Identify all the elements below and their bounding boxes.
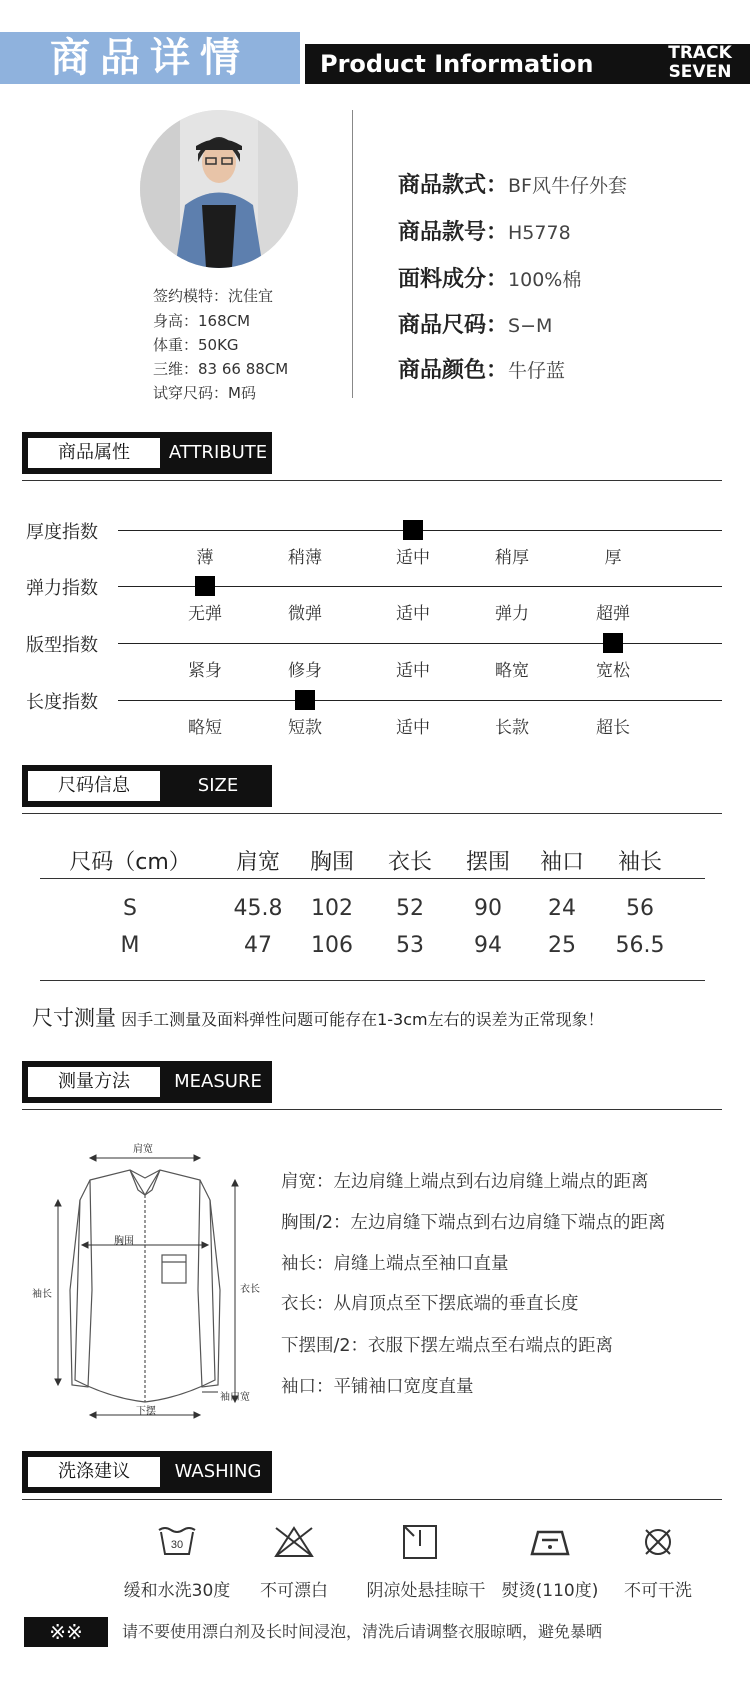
- size-table-cell: 47: [244, 933, 272, 958]
- attribute-label: 长度指数: [26, 692, 98, 713]
- wash-label: 不可干洗: [624, 1581, 692, 1601]
- size-table-header: 肩宽: [235, 850, 280, 875]
- section-rule: [22, 813, 722, 814]
- vertical-divider: [352, 110, 353, 398]
- attribute-option: 无弹: [188, 604, 222, 624]
- diagram-label-hem: 下摆: [136, 1406, 156, 1417]
- attribute-option: 适中: [396, 604, 430, 624]
- attribute-option: 长款: [495, 718, 529, 738]
- model-weight: 体重：50KG: [153, 336, 239, 354]
- attribute-marker: [195, 576, 215, 596]
- wash-label: 缓和水洗30度: [123, 1581, 231, 1601]
- size-table-cell: S: [123, 896, 137, 921]
- size-table-cell: 45.8: [233, 896, 283, 921]
- size-table-header: 衣长: [387, 850, 432, 875]
- model-name: 签约模特：沈佳宜: [153, 287, 274, 305]
- measure-desc-length: 衣长：从肩顶点至下摆底端的垂直长度: [281, 1294, 579, 1314]
- hand-wash-30-icon: [155, 1520, 199, 1564]
- size-table-header: 尺码（cm）: [69, 850, 191, 875]
- size-table-cell: 56.5: [615, 933, 665, 958]
- model-size: 试穿尺码：M码: [153, 384, 256, 402]
- model-height: 身高：168CM: [153, 312, 251, 330]
- attribute-option: 超长: [596, 718, 630, 738]
- spec-size: 商品尺码：S−M: [398, 313, 553, 338]
- attribute-option: 超弹: [596, 604, 630, 624]
- measure-desc-cuff: 袖口：平铺袖口宽度直量: [281, 1377, 474, 1397]
- attribute-option: 紧身: [188, 661, 222, 681]
- diagram-label-sleeve: 袖长: [32, 1289, 52, 1300]
- size-table-header-rule: [40, 878, 705, 879]
- attribute-option: 稍厚: [495, 548, 529, 568]
- diagram-label-length: 衣长: [240, 1284, 260, 1295]
- attribute-option: 宽松: [596, 661, 630, 681]
- spec-fabric: 面料成分：100%棉: [398, 267, 582, 292]
- size-table-header: 摆围: [465, 850, 510, 875]
- size-table-cell: M: [120, 933, 140, 958]
- spec-style: 商品款式：BF风牛仔外套: [398, 173, 627, 198]
- measure-desc-hem: 下摆围/2：衣服下摆左端点至右端点的距离: [281, 1336, 614, 1356]
- model-measurements: 三维：83 66 88CM: [153, 360, 289, 378]
- section-tab-size: 尺码信息 SIZE: [22, 765, 272, 807]
- diagram-label-cuff: 袖口宽: [220, 1392, 250, 1403]
- section-tab-measure: 测量方法 MEASURE: [22, 1061, 272, 1103]
- measure-note: 尺寸测量 因手工测量及面料弹性问题可能存在1-3cm左右的误差为正常现象！: [32, 1006, 604, 1030]
- attribute-option: 略短: [188, 718, 222, 738]
- size-table-cell: 24: [548, 896, 576, 921]
- attribute-marker: [295, 690, 315, 710]
- wash-label: 不可漂白: [260, 1581, 328, 1601]
- attribute-option: 厚: [604, 548, 622, 568]
- attribute-scale-line: [118, 643, 722, 644]
- wash-note-text: 请不要使用漂白剂及长时间浸泡，清洗后请调整衣服晾晒，避免暴晒: [122, 1622, 603, 1641]
- measure-desc-shoulder: 肩宽：左边肩缝上端点到右边肩缝上端点的距离: [281, 1172, 649, 1192]
- spec-color: 商品颜色：牛仔蓝: [398, 358, 566, 383]
- attribute-option: 适中: [396, 661, 430, 681]
- shirt-measure-diagram: [30, 1140, 260, 1430]
- page-title-en: Product Information: [320, 50, 594, 78]
- attribute-option: 微弹: [288, 604, 322, 624]
- wash-label: 阴凉处悬挂晾干: [366, 1581, 486, 1601]
- section-tab-attribute: 商品属性 ATTRIBUTE: [22, 432, 272, 474]
- section-rule: [22, 1109, 722, 1110]
- model-avatar: [140, 110, 298, 268]
- attribute-label: 厚度指数: [26, 522, 98, 543]
- size-table-header: 袖长: [617, 850, 662, 875]
- iron-110-icon: [528, 1520, 572, 1564]
- diagram-label-shoulder: 肩宽: [133, 1144, 153, 1155]
- size-table-header: 袖口: [539, 850, 584, 875]
- line-dry-shade-icon: [398, 1520, 442, 1564]
- attribute-option: 适中: [396, 548, 430, 568]
- attribute-option: 短款: [288, 718, 322, 738]
- spec-code: 商品款号：H5778: [398, 220, 571, 245]
- no-bleach-icon: [272, 1520, 316, 1564]
- attribute-option: 弹力: [495, 604, 529, 624]
- size-table-header: 胸围: [309, 850, 354, 875]
- size-table-cell: 53: [396, 933, 424, 958]
- attribute-label: 弹力指数: [26, 578, 98, 599]
- svg-text:30: 30: [170, 1539, 184, 1551]
- diagram-label-chest: 胸围: [114, 1236, 134, 1247]
- size-table-cell: 56: [626, 896, 654, 921]
- section-rule: [22, 1499, 722, 1500]
- attribute-option: 适中: [396, 718, 430, 738]
- section-rule: [22, 480, 722, 481]
- size-table-cell: 52: [396, 896, 424, 921]
- section-tab-washing: 洗涤建议 WASHING: [22, 1451, 272, 1493]
- no-dry-clean-icon: [636, 1520, 680, 1564]
- measure-desc-chest: 胸围/2：左边肩缝下端点到右边肩缝下端点的距离: [281, 1213, 666, 1233]
- attribute-option: 修身: [288, 661, 322, 681]
- attribute-option: 略宽: [495, 661, 529, 681]
- page-title-cn: 商品详情: [50, 35, 250, 81]
- size-table-cell: 106: [311, 933, 353, 958]
- attribute-marker: [603, 633, 623, 653]
- note-mark: ※※: [24, 1617, 108, 1647]
- attribute-marker: [403, 520, 423, 540]
- size-table-cell: 102: [311, 896, 353, 921]
- size-table-cell: 25: [548, 933, 576, 958]
- attribute-label: 版型指数: [26, 635, 98, 656]
- attribute-option: 稍薄: [288, 548, 322, 568]
- wash-label: 熨烫(110度): [501, 1581, 599, 1601]
- size-table-cell: 94: [474, 933, 502, 958]
- brand-logo: TRACK SEVEN: [668, 43, 732, 82]
- size-table-bottom-rule: [40, 980, 705, 981]
- measure-desc-sleeve: 袖长：肩缝上端点至袖口直量: [281, 1254, 509, 1274]
- size-table-cell: 90: [474, 896, 502, 921]
- attribute-option: 薄: [196, 548, 214, 568]
- attribute-scale-line: [118, 700, 722, 701]
